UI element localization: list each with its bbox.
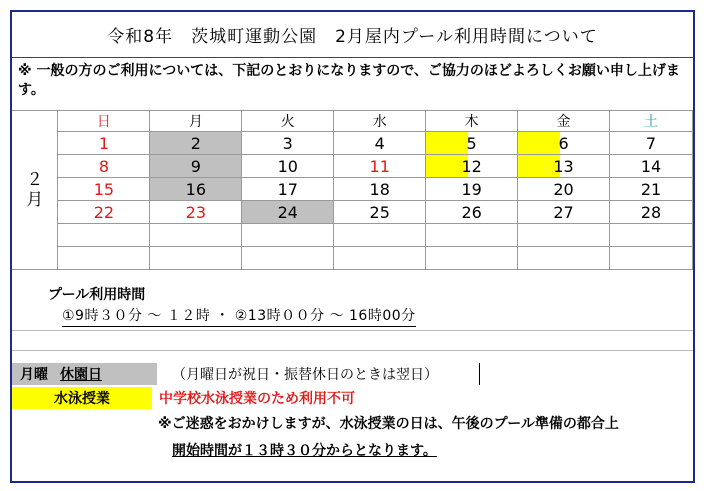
month-label-kanji: 月 <box>26 190 44 210</box>
day-cell-closed: 24 <box>242 201 334 224</box>
day-cell: 4 <box>334 132 426 155</box>
footnote-line-2 <box>172 440 437 460</box>
calendar-week-row <box>12 201 693 224</box>
weekday-sat: 土 <box>610 111 693 132</box>
closed-legend-text: 休園日 <box>60 367 102 383</box>
calendar-week-row <box>12 178 693 201</box>
month-label <box>12 111 58 270</box>
day-number: 5 <box>466 133 477 153</box>
calendar-table <box>12 110 693 270</box>
pool-hours-title: プール利用時間 <box>48 287 146 303</box>
day-cell-swim-class <box>518 155 610 178</box>
day-cell: 17 <box>242 178 334 201</box>
day-cell-swim-class <box>426 132 518 155</box>
calendar-empty-row <box>12 224 693 247</box>
day-cell: 25 <box>334 201 426 224</box>
day-cell-closed: 16 <box>150 178 242 201</box>
closed-day-note: （月曜日が祝日・振替休日のときは翌日） <box>162 363 480 385</box>
closed-legend-weekday: 月曜 <box>20 367 48 383</box>
pool-hours-times: ①9時３０分 ～ １２時 ・ ②13時００分 ～ 16時00分 <box>62 305 416 327</box>
day-cell-swim-class <box>426 155 518 178</box>
footnote-line-2-text: 開始時間が１３時３０分からとなります。 <box>172 443 437 459</box>
weekday-wed: 水 <box>334 111 426 132</box>
day-cell: 3 <box>242 132 334 155</box>
weekday-thu: 木 <box>426 111 518 132</box>
day-cell: 27 <box>518 201 610 224</box>
day-cell: 1 <box>58 132 150 155</box>
day-cell: 7 <box>610 132 693 155</box>
day-cell-holiday: 23 <box>150 201 242 224</box>
day-cell: 10 <box>242 155 334 178</box>
footnote-line-1: ※ご迷惑をおかけしますが、水泳授業の日は、午後のプール準備の都合上 <box>158 416 619 432</box>
weekday-fri: 金 <box>518 111 610 132</box>
day-number: 6 <box>558 133 569 153</box>
notice-frame <box>10 10 695 483</box>
calendar-week-row <box>12 155 693 178</box>
swim-class-legend: 水泳授業 <box>12 387 152 409</box>
swim-class-note: 中学校水泳授業のため利用不可 <box>159 391 355 407</box>
day-cell: 20 <box>518 178 610 201</box>
day-cell: 8 <box>58 155 150 178</box>
day-cell-holiday: 11 <box>334 155 426 178</box>
day-cell: 14 <box>610 155 693 178</box>
weekday-mon: 月 <box>150 111 242 132</box>
month-label-number: ２ <box>26 170 44 190</box>
page-title: 令和8年 茨城町運動公園 2月屋内プール利用時間について <box>12 12 693 58</box>
calendar-empty-row <box>12 247 693 270</box>
day-cell: 15 <box>58 178 150 201</box>
day-cell: 21 <box>610 178 693 201</box>
notice-text: ※ 一般の方のご利用については、下記のとおりになりますので、ご協力のほどよろしくお願い申し上げます。 <box>18 63 680 98</box>
day-cell: 19 <box>426 178 518 201</box>
day-cell-swim-class <box>518 132 610 155</box>
day-number: 13 <box>553 156 574 176</box>
day-cell: 22 <box>58 201 150 224</box>
day-cell-closed: 9 <box>150 155 242 178</box>
weekday-tue: 火 <box>242 111 334 132</box>
day-cell: 26 <box>426 201 518 224</box>
day-cell-closed: 2 <box>150 132 242 155</box>
calendar-week-row <box>12 132 693 155</box>
calendar-header-row <box>12 111 693 132</box>
divider <box>12 330 693 331</box>
day-number: 12 <box>461 156 482 176</box>
divider <box>12 350 693 351</box>
closed-day-legend <box>12 363 157 385</box>
day-cell: 28 <box>610 201 693 224</box>
weekday-sun: 日 <box>58 111 150 132</box>
day-cell: 18 <box>334 178 426 201</box>
